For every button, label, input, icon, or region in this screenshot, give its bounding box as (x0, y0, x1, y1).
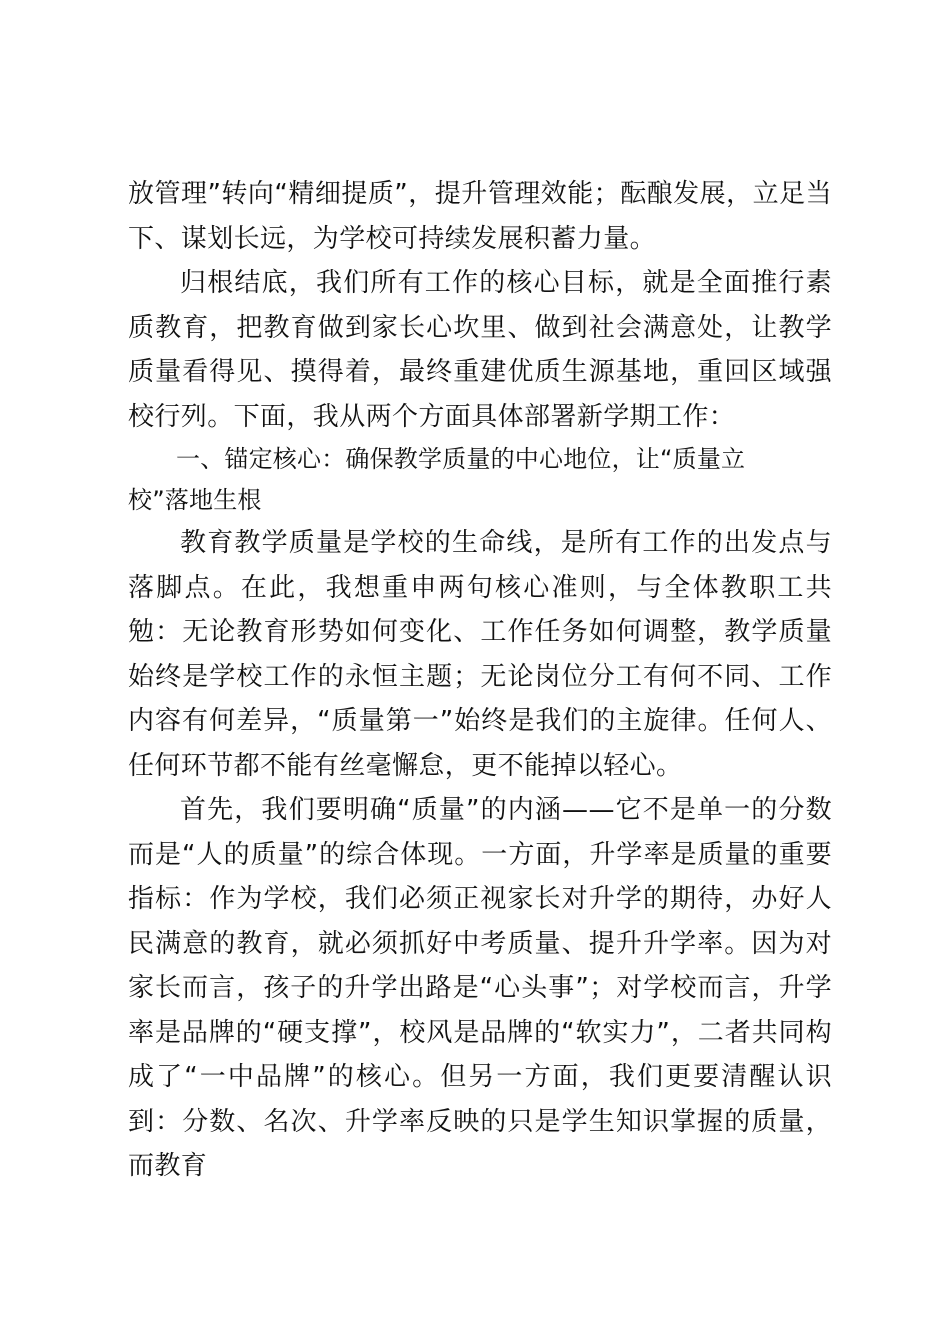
paragraph-quality-lifeline: 教育教学质量是学校的生命线，是所有工作的出发点与落脚点。在此，我想重申两句核心准则，与全体教职工共勉：无论教育形势如何变化、工作任务如何调整，教学质量始终是学校工作的永恒主题；无论岗位分工有何不同、工作内容有何差异，“质量第一”始终是我们的主旋律。任何人、任何环节都不能有丝毫懈怠，更不能掉以轻心。 (128, 528, 832, 781)
paragraph-core-goal: 归根结底，我们所有工作的核心目标，就是全面推行素质教育，把教育做到家长心坎里、做到社会满意处，让教学质量看得见、摸得着，最终重建优质生源基地，重回区域强校行列。下面，我从两个方面具体部署新学期工作： (128, 268, 832, 432)
document-body (128, 172, 832, 1189)
paragraph-continued: 放管理”转向“精细提质”，提升管理效能；酝酿发展，立足当下、谋划长远，为学校可持续发展积蓄力量。 (128, 179, 832, 254)
paragraph-quality-meaning: 首先，我们要明确“质量”的内涵——它不是单一的分数而是“人的质量”的综合体现。一方面，升学率是质量的重要指标：作为学校，我们必须正视家长对升学的期待，办好人民满意的教育，就必须抓好中考质量、提升升学率。因为对家长而言，孩子的升学出路是“心头事”；对学校而言，升学率是品牌的“硬支撑”，校风是品牌的“软实力”，二者共同构成了“一中品牌”的核心。但另一方面，我们更要清醒认识到：分数、名次、升学率反映的只是学生知识掌握的质量，而教育 (128, 795, 832, 1181)
section-heading: 一、锚定核心：确保教学质量的中心地位，让“质量立校”落地生根 (128, 445, 746, 514)
